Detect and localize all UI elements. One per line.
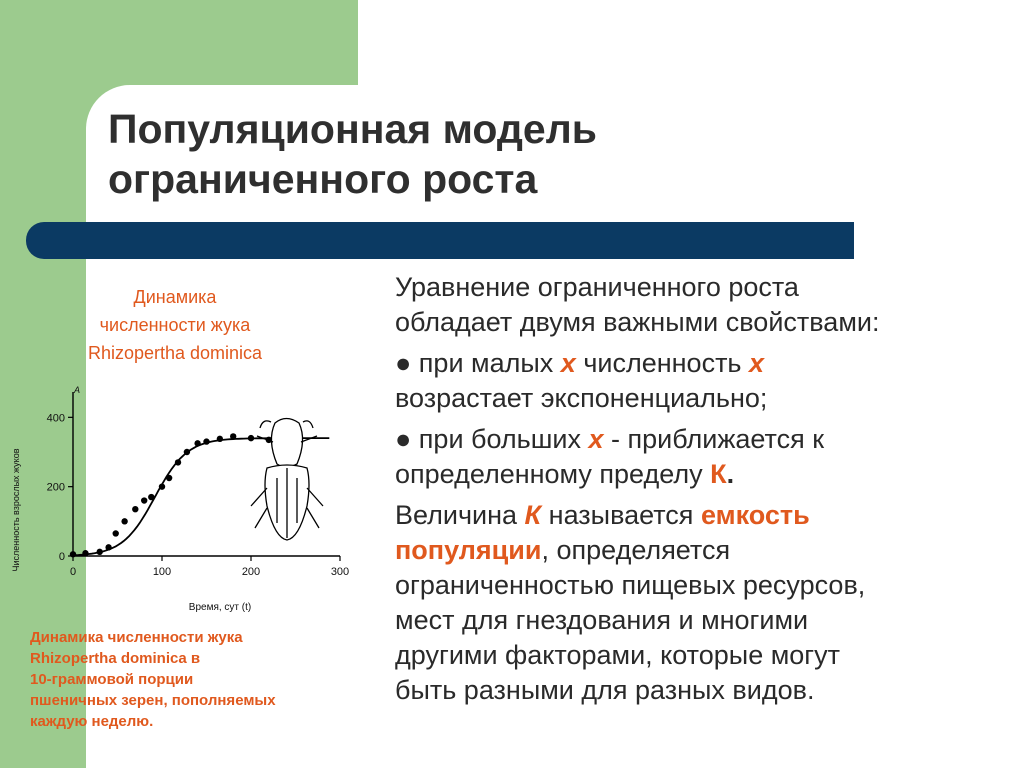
term-capacity: емкость xyxy=(700,500,810,530)
bullet-small-x xyxy=(395,346,1020,416)
data-point xyxy=(97,549,103,555)
bullet-large-x-text-c: определенному пределу xyxy=(395,459,711,489)
data-point xyxy=(70,551,76,557)
title-line-2: ограниченного роста xyxy=(108,156,538,202)
y-tick-label: 0 xyxy=(58,551,65,563)
data-point xyxy=(82,550,88,556)
data-point xyxy=(217,436,223,442)
capacity-paragraph xyxy=(395,498,1020,708)
term-population: популяции xyxy=(395,535,542,565)
data-point xyxy=(121,518,127,524)
bullet-large-x-line-2 xyxy=(395,457,1020,492)
capacity-line-3: ограниченностью пищевых ресурсов, xyxy=(395,570,866,600)
data-point xyxy=(141,497,147,503)
data-point xyxy=(194,440,200,446)
data-point xyxy=(203,438,209,444)
capacity-text-c: , определяется xyxy=(541,535,731,565)
capacity-line-1 xyxy=(395,498,1020,533)
title-line-1: Популяционная модель xyxy=(108,106,597,152)
data-point xyxy=(148,494,154,500)
intro-paragraph xyxy=(395,270,1020,340)
data-point xyxy=(166,475,172,481)
x-tick-label: 100 xyxy=(152,566,172,578)
description-line-5: каждую неделю. xyxy=(30,713,154,730)
data-point xyxy=(184,449,190,455)
x-tick-label: 0 xyxy=(69,566,77,578)
data-point xyxy=(105,544,111,550)
chart-caption xyxy=(40,283,310,367)
data-point xyxy=(248,435,254,441)
capacity-line-4: мест для гнездования и многими xyxy=(395,605,809,635)
bullet-small-x-text-b: численность xyxy=(575,348,750,378)
description-line-1: Динамика численности жука xyxy=(30,629,243,646)
x-tick-label: 300 xyxy=(330,566,350,578)
y-axis-symbol: A xyxy=(74,385,81,395)
description-line-3: 10-граммовой порции xyxy=(30,671,194,688)
x-tick-label: 200 xyxy=(241,566,261,578)
chart-caption-line-3: Rhizopertha dominica xyxy=(87,343,263,363)
bullet-large-x-text-b: - приближается к xyxy=(603,424,825,454)
bullet-small-x-line-1 xyxy=(395,346,1020,381)
y-tick-label: 200 xyxy=(46,481,65,494)
slide-title xyxy=(108,104,808,204)
intro-line-1: Уравнение ограниченного роста xyxy=(395,272,799,302)
x-axis-label: Время, сут (t) xyxy=(188,602,252,613)
description-line-4: пшеничных зерен, пополняемых xyxy=(30,692,276,709)
description-line-2: Rhizopertha dominica в xyxy=(30,650,201,667)
intro-line-2: обладает двумя важными свойствами: xyxy=(395,307,880,337)
data-point xyxy=(230,433,236,439)
main-text-block xyxy=(395,270,1020,714)
variable-k: К xyxy=(524,500,542,530)
y-axis-label: Численность взрослых жуков xyxy=(11,448,21,572)
capacity-text-b: называется xyxy=(541,500,701,530)
chart-description xyxy=(30,627,365,732)
beetle-icon xyxy=(251,419,323,541)
bullet-large-x-text-a: ● при больших xyxy=(395,424,589,454)
variable-x: x xyxy=(588,424,604,454)
bullet-large-x-line-1 xyxy=(395,422,1020,457)
title-divider-bar xyxy=(26,222,854,259)
chart-caption-line-1: Динамика xyxy=(133,287,217,307)
bullet-small-x-text-a: ● при малых xyxy=(395,348,561,378)
bullet-large-x xyxy=(395,422,1020,492)
data-point xyxy=(113,530,119,536)
y-tick-label: 400 xyxy=(46,412,65,425)
variable-x: x xyxy=(749,348,765,378)
data-point xyxy=(159,483,165,489)
capacity-line-2 xyxy=(395,533,1020,568)
data-points xyxy=(70,433,290,557)
capacity-line-6: быть разными для разных видов. xyxy=(395,675,815,705)
capacity-text-a: Величина xyxy=(395,500,525,530)
capacity-line-5: другими факторами, которые могут xyxy=(395,640,840,670)
variable-x: x xyxy=(560,348,576,378)
bullet-small-x-line-2: возрастает экспоненциально; xyxy=(395,383,768,413)
data-point xyxy=(175,459,181,465)
chart-caption-line-2: численности жука xyxy=(99,315,251,335)
bullet-large-x-period: . xyxy=(726,459,735,489)
variable-k: К xyxy=(710,459,727,489)
data-point xyxy=(132,506,138,512)
population-growth-chart xyxy=(5,378,360,620)
